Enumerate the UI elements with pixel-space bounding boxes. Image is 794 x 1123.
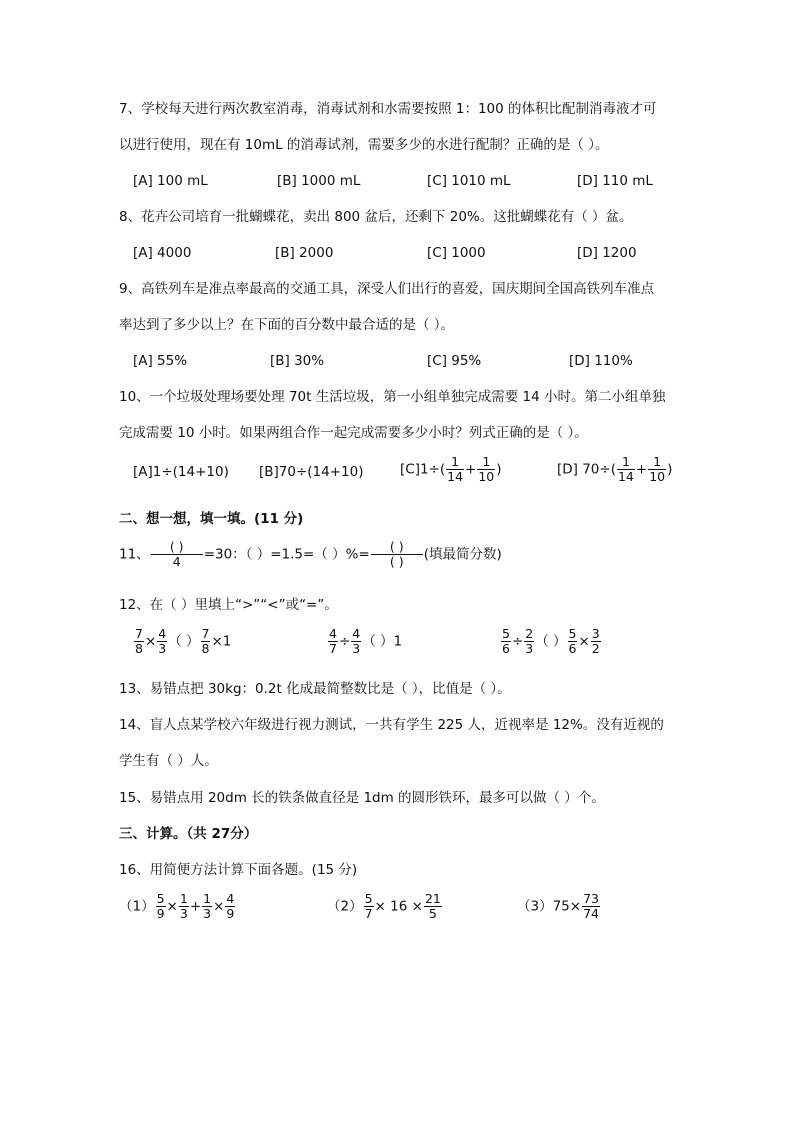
denominator: 14	[447, 469, 464, 484]
numerator: 3	[591, 626, 600, 641]
q10-option-c	[400, 455, 502, 484]
operator: ×	[166, 898, 178, 915]
q16-problem-3	[517, 892, 601, 921]
fraction	[156, 892, 166, 921]
fraction	[364, 892, 374, 921]
operator: ×	[578, 633, 590, 650]
q9-line1: 9、高铁列车是准点率最高的交通工具，深受人们出行的喜爱，国庆期间全国高铁列车准点	[119, 281, 655, 297]
fraction	[568, 627, 578, 656]
numerator: 2	[525, 626, 534, 641]
denominator: 3	[203, 906, 212, 921]
q8-option-a: [A] 4000	[133, 245, 192, 261]
operator: ÷	[338, 633, 351, 650]
fraction	[134, 627, 144, 656]
numerator: 1	[203, 891, 212, 906]
q8-line1: 8、花卉公司培育一批蝴蝶花，卖出 800 盆后，还剩下 20%。这批蝴蝶花有（ ）盆。	[119, 209, 633, 225]
plus-sign: +	[635, 461, 648, 478]
q7-option-a: [A] 100 mL	[133, 173, 208, 189]
section-2-heading: 二、想一想，填一填。(11 分)	[119, 511, 304, 527]
q16-problem-1	[119, 892, 236, 921]
answer-blank: （ ）	[535, 633, 567, 650]
q10-line1: 10、一个垃圾处理场要处理 70t 生活垃圾，第一小组单独完成需要 14 小时。第二小组单独	[119, 389, 666, 405]
q10-d-fraction-1	[617, 455, 635, 484]
q9-line2: 率达到了多少以上？在下面的百分数中最合适的是（ ）。	[119, 317, 455, 333]
q16-problem-2	[327, 892, 443, 921]
q8-option-c: [C] 1000	[427, 245, 486, 261]
q14-line2: 学生有（ ）人。	[119, 753, 218, 769]
q7-line1: 7、学校每天进行两次教室消毒，消毒试剂和水需要按照 1：100 的体积比配制消毒液才可	[119, 101, 657, 117]
numerator: 7	[135, 626, 143, 641]
tail: 1	[393, 633, 403, 650]
numerator: 5	[568, 626, 577, 641]
plus-sign: +	[465, 461, 477, 478]
denominator: 14	[617, 469, 634, 484]
q10-d-prefix: [D] 70÷(	[557, 461, 616, 478]
operator: ÷	[511, 633, 524, 650]
q9-option-b: [B] 30%	[270, 353, 325, 369]
q9-option-d: [D] 110%	[569, 353, 633, 369]
operator: +	[189, 898, 202, 915]
numerator: 1	[648, 455, 666, 470]
denominator: 2	[591, 641, 600, 656]
denominator: 9	[156, 906, 165, 921]
numerator: 5	[156, 891, 165, 906]
fraction	[351, 627, 361, 656]
numerator: 1	[446, 455, 464, 470]
fraction	[501, 627, 511, 656]
denominator: 3	[525, 641, 534, 656]
denominator: 10	[478, 469, 495, 484]
q11-middle: =30：（ ）=1.5=（ ）%=	[203, 546, 370, 563]
answer-blank: （ ）	[168, 633, 200, 650]
q11-note: (填最简分数)	[423, 546, 502, 563]
q10-c-prefix: [C]1÷(	[400, 461, 446, 478]
answer-blank: （ ）	[362, 633, 394, 650]
q9-option-c: [C] 95%	[427, 353, 482, 369]
problem-number: （1）	[119, 898, 155, 915]
q11-number: 11、	[119, 546, 150, 563]
numerator: 1	[477, 455, 495, 470]
denominator: 3	[179, 906, 188, 921]
operator: ×	[144, 633, 157, 650]
numerator: 1	[179, 891, 188, 906]
q11-row	[119, 540, 502, 569]
fraction	[328, 627, 338, 656]
fraction	[157, 627, 167, 656]
fraction	[202, 892, 212, 921]
q10-c-fraction-1	[446, 455, 464, 484]
q12-c	[500, 627, 602, 656]
section-3-heading: 三、计算。（共 27分）	[119, 826, 258, 842]
problem-number: （3）75×	[517, 898, 582, 915]
q10-option-b: [B]70÷(14+10)	[259, 464, 364, 480]
q7-option-b: [B] 1000 mL	[277, 173, 361, 189]
tail: ×1	[211, 633, 232, 650]
denominator: 9	[226, 906, 235, 921]
denominator: 6	[568, 641, 577, 656]
fraction	[201, 627, 211, 656]
q7-option-c: [C] 1010 mL	[427, 173, 511, 189]
problem-number: （2）	[327, 898, 363, 915]
denominator: ( )	[389, 554, 404, 569]
close-paren: )	[496, 461, 502, 478]
fraction	[225, 892, 235, 921]
q7-line2: 以进行使用，现在有 10mL 的消毒试剂，需要多少的水进行配制？正确的是（ ）。	[119, 137, 609, 153]
denominator: 74	[583, 906, 599, 921]
q12-line1: 12、在（ ）里填上“>”“<”或“=”。	[119, 597, 338, 613]
q11-fraction-2	[371, 540, 423, 569]
q10-c-fraction-2	[477, 455, 495, 484]
denominator: 8	[201, 641, 210, 656]
numerator: 5	[502, 626, 510, 641]
numerator: 7	[201, 626, 210, 641]
q10-line2: 完成需要 10 小时。如果两组合作一起完成需要多少小时？列式正确的是（ ）。	[119, 425, 588, 441]
operator: × 16 ×	[374, 898, 423, 915]
denominator: 4	[172, 554, 181, 569]
q13-line1: 13、易错点把 30kg：0.2t 化成最简整数比是（ ），比值是（ ）。	[119, 681, 511, 697]
q10-option-d	[557, 455, 672, 484]
fraction	[424, 892, 442, 921]
denominator: 7	[329, 641, 337, 656]
numerator: 4	[158, 626, 167, 641]
numerator: 4	[352, 626, 361, 641]
numerator: ( )	[151, 540, 203, 555]
numerator: 1	[617, 455, 635, 470]
denominator: 5	[428, 906, 437, 921]
q8-option-d: [D] 1200	[577, 245, 637, 261]
numerator: 4	[329, 626, 337, 641]
numerator: 4	[226, 891, 235, 906]
operator: ×	[213, 898, 225, 915]
denominator: 10	[649, 469, 666, 484]
q12-a	[133, 627, 231, 656]
fraction	[524, 627, 534, 656]
q11-fraction-1	[151, 540, 203, 569]
denominator: 6	[502, 641, 510, 656]
denominator: 8	[135, 641, 143, 656]
numerator: 5	[364, 891, 373, 906]
fraction	[582, 892, 600, 921]
q9-option-a: [A] 55%	[133, 353, 188, 369]
q14-line1: 14、盲人点某学校六年级进行视力测试，一共有学生 225 人，近视率是 12%。没有近视的	[119, 717, 664, 733]
q12-b	[327, 627, 402, 656]
q7-option-d: [D] 110 mL	[577, 173, 653, 189]
numerator: 21	[424, 891, 441, 906]
fraction	[179, 892, 189, 921]
close-paren: )	[667, 461, 673, 478]
q15-line1: 15、易错点用 20dm 长的铁条做直径是 1dm 的圆形铁环，最多可以做（ ）个。	[119, 790, 605, 806]
denominator: 3	[352, 641, 361, 656]
fraction	[591, 627, 601, 656]
numerator: 73	[583, 891, 599, 906]
q10-option-a: [A]1÷(14+10)	[133, 464, 229, 480]
q10-d-fraction-2	[648, 455, 666, 484]
q8-option-b: [B] 2000	[275, 245, 334, 261]
q16-line1: 16、用简便方法计算下面各题。(15 分)	[119, 862, 358, 878]
denominator: 7	[364, 906, 373, 921]
numerator: ( )	[371, 540, 423, 555]
denominator: 3	[158, 641, 167, 656]
